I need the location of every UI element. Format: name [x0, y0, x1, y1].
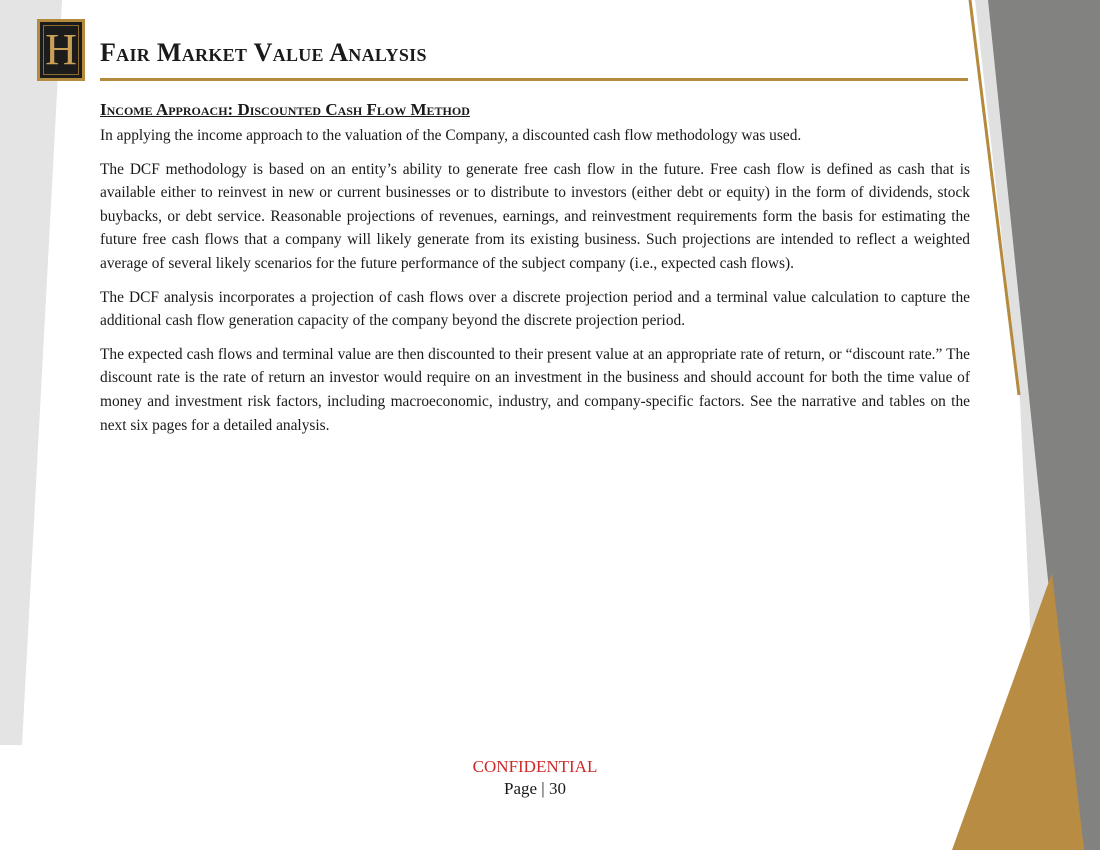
company-logo	[37, 19, 85, 81]
section-heading: Income Approach: Discounted Cash Flow Method	[100, 100, 470, 119]
body-text	[100, 124, 970, 447]
paragraph-dcf-methodology: The DCF methodology is based on an entity’s ability to generate free cash flow in the future. Free cash flow is defined as cash that is available either to reinvest in new or current businesses or to distribute to investors (either debt or equity) in the form of dividends, stock buybacks, or debt service. Reasonable projections of revenues, earnings, and reinvestment requirements form the basis for estimating the future free cash flows that a company will likely generate from its existing business. Such projections are intended to reflect a weighted average of several likely scenarios for the future performance of the subject company (i.e., expected cash flows).	[100, 160, 970, 272]
paragraph-discount-rate: The expected cash flows and terminal value are then discounted to their present value at an appropriate rate of return, or “discount rate.” The discount rate is the rate of return an investor would require on an investment in the business and should account for both the time value of money and investment risk factors, including macroeconomic, industry, and company-specific factors. See the narrative and tables on the next six pages for a detailed analysis.	[100, 345, 970, 434]
page-title: Fair Market Value Analysis	[100, 38, 427, 67]
page-footer	[0, 756, 1070, 800]
confidential-label: CONFIDENTIAL	[472, 757, 598, 776]
title-divider	[100, 78, 968, 81]
paragraph-dcf-analysis: The DCF analysis incorporates a projection of cash flows over a discrete projection period and a terminal value calculation to capture the additional cash flow generation capacity of the company beyond the discrete projection period.	[100, 288, 970, 330]
page-number: Page | 30	[504, 779, 566, 798]
logo-letter: H	[43, 25, 79, 75]
paragraph-intro: In applying the income approach to the valuation of the Company, a discounted cash flow methodology was used.	[100, 127, 802, 144]
